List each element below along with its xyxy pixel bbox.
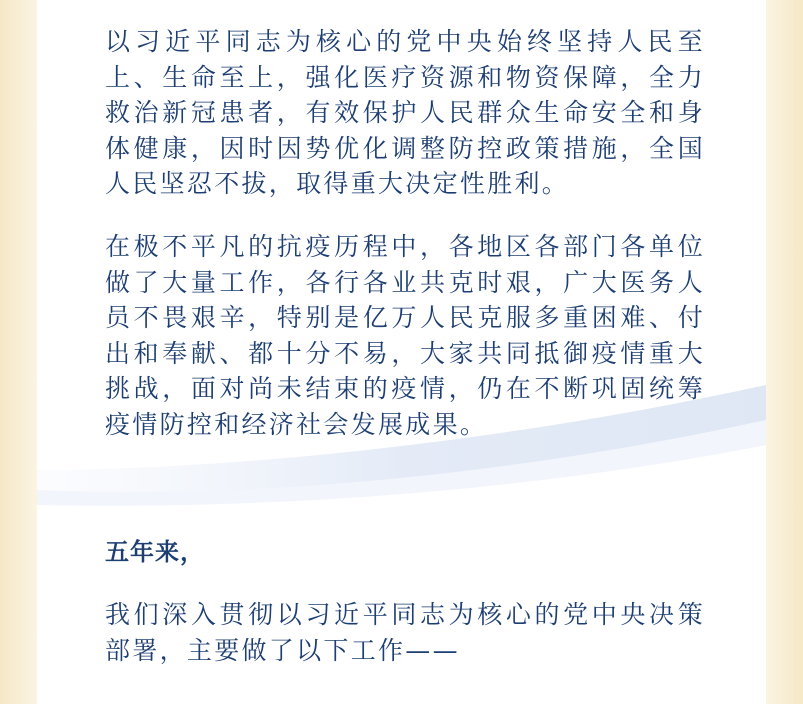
section-heading: 五年来， <box>105 538 205 566</box>
right-border-decoration <box>766 0 803 704</box>
paragraph-pandemic-response: 以习近平同志为核心的党中央始终坚持人民至上、生命至上，强化医疗资源和物资保障，全力救治新冠患者，有效保护人民群众生命安全和身体健康，因时因势优化调整防控政策措施，全国人民坚忍不拔，取得重大决定性胜利。 <box>105 27 705 198</box>
paragraph-pandemic-efforts: 在极不平凡的抗疫历程中，各地区各部门各单位做了大量工作，各行各业共克时艰，广大医务人员不畏艰辛，特别是亿万人民克服多重困难、付出和奉献、都十分不易，大家共同抵御疫情重大挑战，面对尚未结束的疫情，仍在不断巩固统筹疫情防控和经济社会发展成果。 <box>105 232 705 439</box>
content-card <box>37 0 766 704</box>
left-border-decoration <box>0 0 37 704</box>
section-intro: 我们深入贯彻以习近平同志为核心的党中央决策部署，主要做了以下工作—— <box>105 600 705 665</box>
